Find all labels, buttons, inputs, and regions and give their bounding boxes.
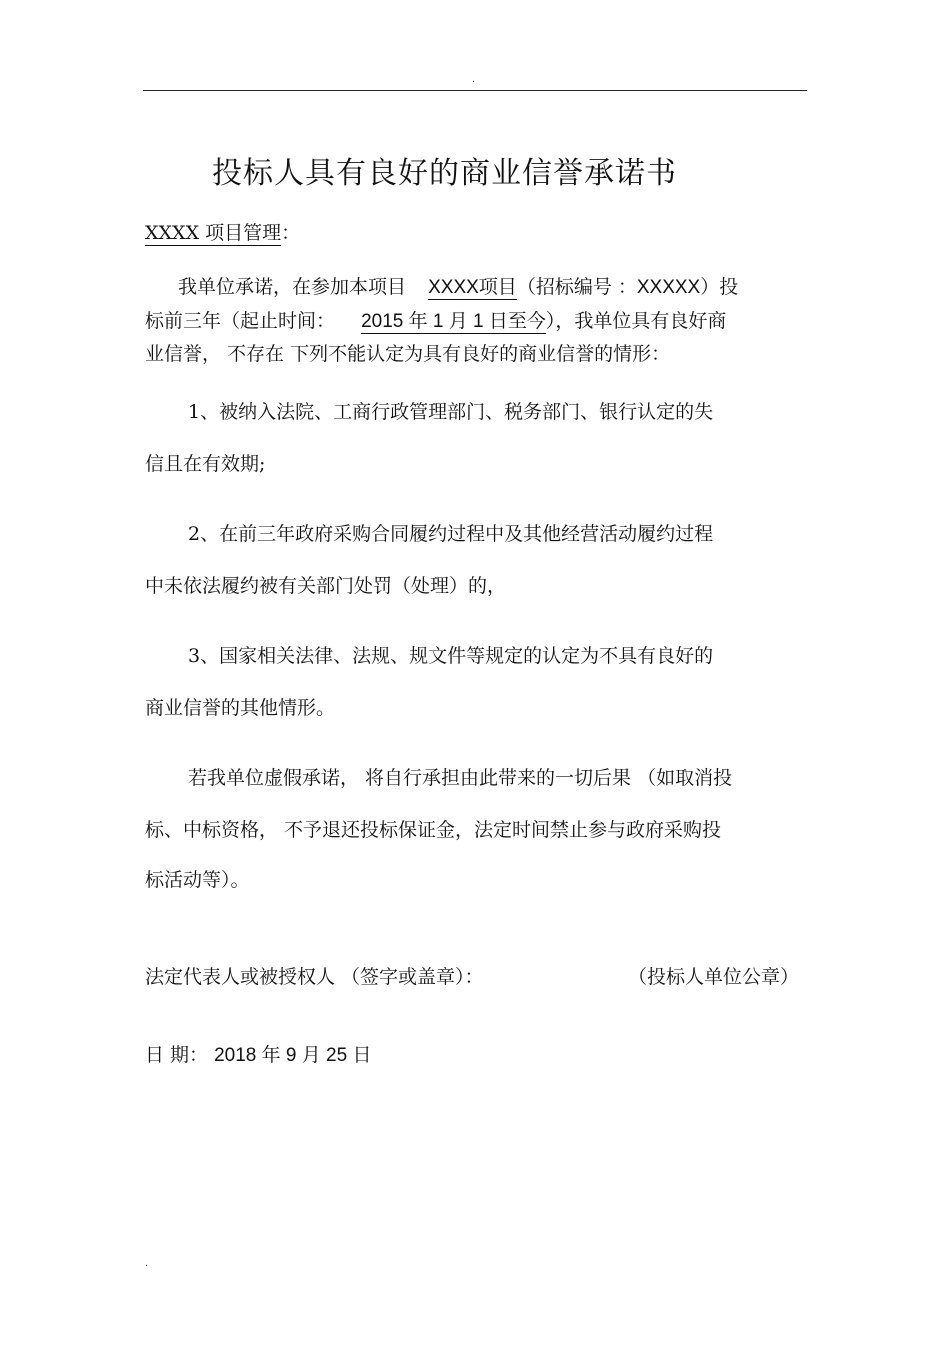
addressee-colon: ：	[281, 222, 301, 244]
signature-seal: （投标人单位公章）	[628, 966, 800, 988]
consequence-line-2: 标、中标资格， 不予退还投标保证金，法定时间禁止参与政府采购投	[145, 819, 722, 841]
item-3-line-1: 3、国家相关法律、法规、规文件等规定的认定为不具有良好的	[188, 645, 714, 667]
addressee	[145, 219, 300, 247]
footer-dot: .	[145, 1258, 149, 1269]
header-rule	[143, 90, 807, 91]
intro-line2-prefix: 标前三年（起止时间：	[145, 310, 336, 332]
intro-line2-suffix: ），我单位具有良好商	[545, 310, 727, 332]
consequence-line-1: 若我单位虚假承诺， 将自行承担由此带来的一切后果 （如取消投	[188, 767, 733, 789]
intro-line1-suffix: ）投	[700, 276, 739, 298]
intro-line1-mid: （招标编号 ：	[516, 276, 637, 298]
item-2-line-2: 中未依法履约被有关部门处罚（处理）的，	[145, 575, 507, 597]
item-3-line-2: 商业信誉的其他情形。	[145, 697, 336, 719]
tender-number: XXXXX	[636, 277, 701, 298]
intro-line1-prefix: 我单位承诺，在参加本项目	[178, 276, 407, 298]
date-value: 2018 年 9 月 25 日	[214, 1045, 372, 1066]
header-dot: .	[472, 74, 476, 85]
project-name: XXXX项目	[428, 277, 517, 298]
item-2-line-1: 2、在前三年政府采购合同履约过程中及其他经营活动履约过程	[188, 523, 714, 545]
signature-representative: 法定代表人或被授权人 （签字或盖章）：	[145, 966, 484, 988]
document-title: 投标人具有良好的商业信誉承诺书	[212, 156, 677, 191]
intro-line-3: 业信誉， 不存在 下列不能认定为具有良好的商业信誉的情形：	[145, 343, 671, 365]
date-label: 日 期：	[145, 1044, 209, 1066]
period: 2015 年 1 月 1 日至今	[361, 311, 546, 332]
consequence-line-3: 标活动等）。	[145, 869, 250, 891]
intro-line-2	[145, 307, 726, 336]
item-1-line-1: 1、被纳入法院、工商行政管理部门、税务部门、银行认定的失	[188, 401, 714, 423]
date-row	[145, 1041, 371, 1070]
intro-line-1	[178, 273, 738, 302]
item-1-line-2: 信且在有效期;	[145, 453, 266, 475]
addressee-project: XXXX 项目管理	[145, 222, 282, 244]
